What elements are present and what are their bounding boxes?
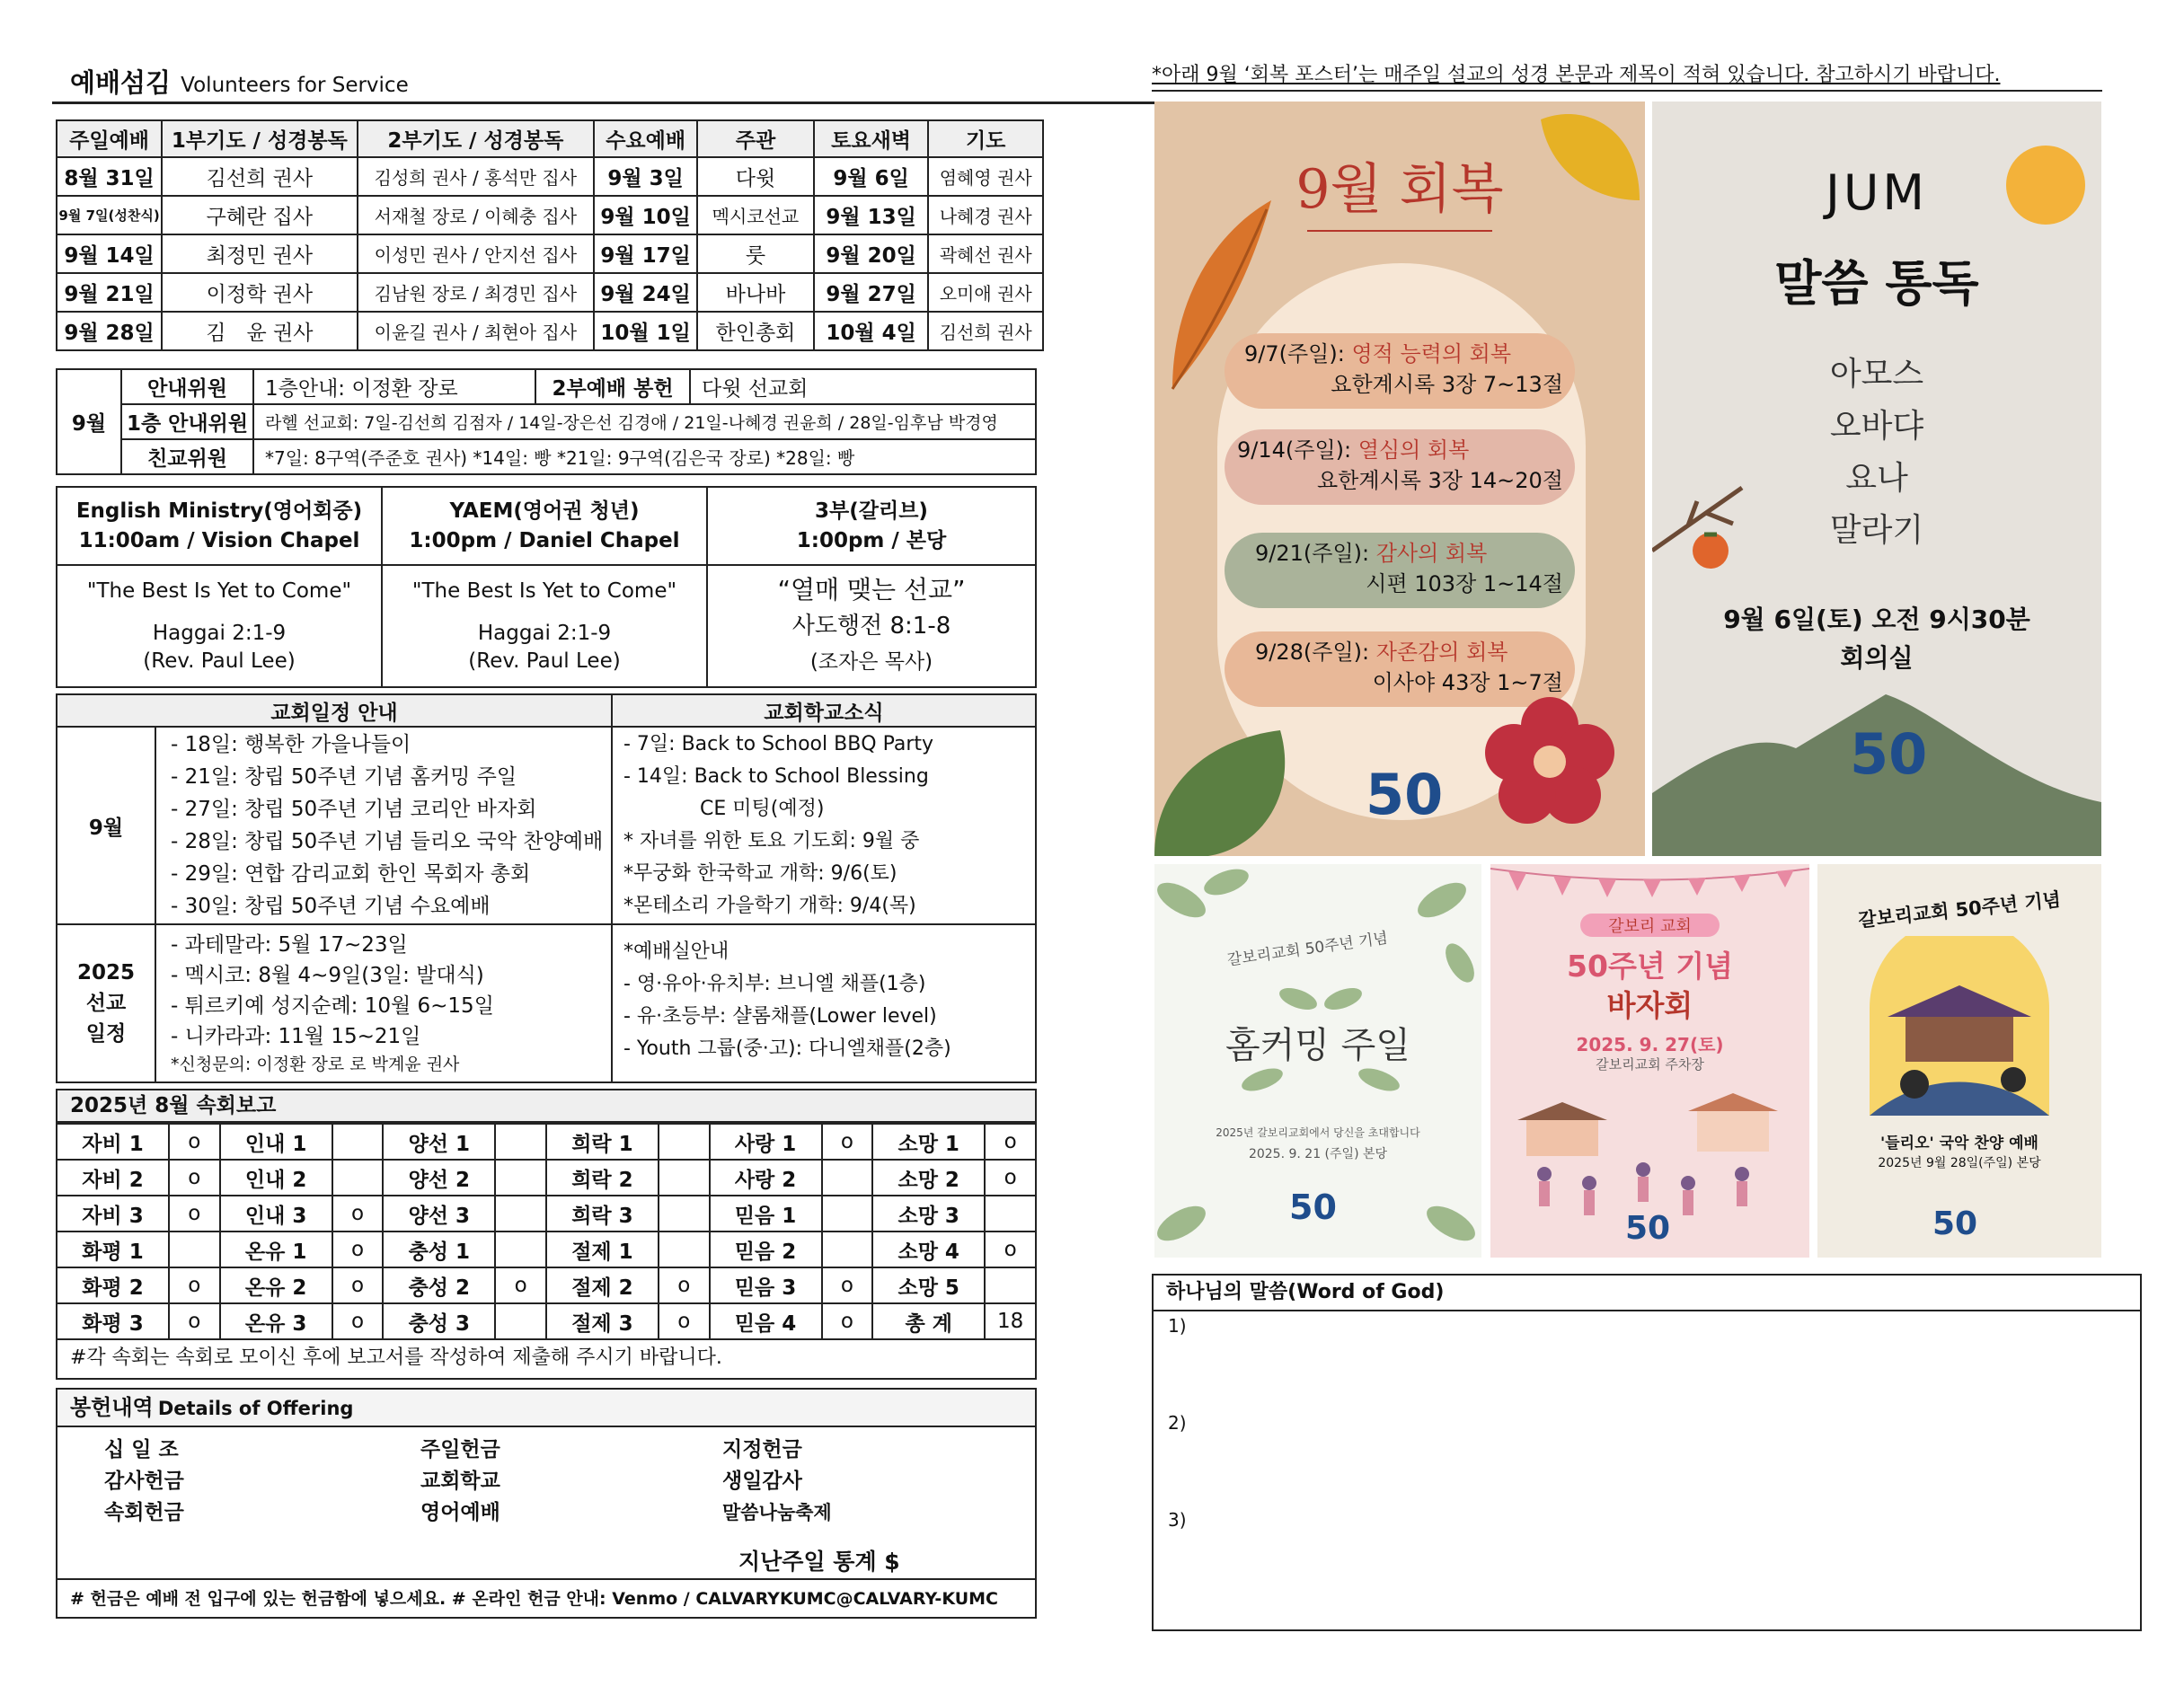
ushers-label: 1층 안내위원: [121, 404, 253, 439]
table-row: [57, 924, 1036, 1082]
table-cell: 9월 14일: [57, 234, 162, 273]
school-news: [612, 727, 1036, 924]
cell-group-mark: [495, 1232, 546, 1267]
book-item: 아모스: [1829, 356, 1924, 393]
ministry-body: [382, 565, 707, 687]
volunteers-title: 예배섬김: [70, 67, 172, 98]
word-of-god-title: 하나님의 말씀(Word of God): [1154, 1276, 2140, 1311]
table-cell: 9월 27일: [814, 273, 929, 312]
table-cell: 9월 20일: [814, 234, 929, 273]
cell-group-name: 자비 2: [57, 1160, 169, 1196]
cell-group-mark: [659, 1124, 710, 1160]
cell-group-mark: [985, 1267, 1036, 1303]
table-cell: 9월 10일: [594, 196, 697, 234]
list-item: - 28일: 창립 50주년 기념 들리오 국악 찬양예배: [171, 830, 604, 853]
cell-group-mark: [495, 1124, 546, 1160]
cell-group-name: 온유 2: [220, 1267, 332, 1303]
ministry-header: [57, 487, 382, 565]
anniversary-logo: 50: [1366, 762, 1444, 827]
cell-group-mark: o: [169, 1196, 220, 1232]
offering-item: 지정헌금: [722, 1438, 802, 1461]
header-cell: 기도: [928, 120, 1043, 157]
ushers-label: 안내위원: [121, 369, 253, 404]
list-item: CE 미팅(예정): [700, 798, 825, 820]
poster-note: *아래 9월 ‘회복 포스터’는 매주일 설교의 성경 본문과 제목이 적혀 있습니다. 참고하시기 바랍니다.: [1152, 64, 2001, 86]
cell-group-name: 양선 1: [383, 1124, 495, 1160]
ministry-preacher: (Rev. Paul Lee): [468, 649, 621, 673]
schedule-header: 교회일정 안내: [57, 694, 612, 727]
offering-col-3: [722, 1435, 832, 1529]
table-cell: 9월 3일: [594, 157, 697, 196]
cell-group-name: 사랑 2: [710, 1160, 822, 1196]
cell-group-mark: o: [985, 1232, 1036, 1267]
volunteers-table: [56, 119, 1044, 351]
flower-icon: [1482, 694, 1617, 829]
table-row: [57, 369, 1036, 404]
mission-label-line: 2025: [76, 961, 135, 984]
list-item: - 영·유아·유치부: 브니엘 채플(1층): [623, 973, 926, 995]
book-item: 오바댜: [1829, 408, 1924, 445]
cell-report-note: #각 속회는 속회로 모이신 후에 보고서를 작성하여 제출해 주시기 바랍니다.: [70, 1346, 722, 1369]
offering-box: [56, 1388, 1037, 1619]
table-row: [57, 1124, 1036, 1160]
cell-group-name: 충성 3: [383, 1303, 495, 1339]
cell-group-name: 화평 2: [57, 1267, 169, 1303]
table-row: [57, 1232, 1036, 1267]
ushers-value: *7일: 8구역(주준호 권사) *14일: 빵 *21일: 9구역(김은국 장로) *28일: 빵: [253, 439, 1036, 474]
word-item: 2): [1168, 1412, 1187, 1434]
cell-group-name: 희락 2: [546, 1160, 659, 1196]
anniversary-logo: 50: [1850, 721, 1928, 787]
table-cell: 9월 24일: [594, 273, 697, 312]
table-cell: 다윗: [697, 157, 814, 196]
sermon-ref: 요한계시록 3장 7~13절: [1331, 372, 1563, 397]
offering-item: 교회학교: [420, 1470, 500, 1493]
table-row: [57, 1196, 1036, 1232]
cell-group-mark: o: [822, 1303, 873, 1339]
table-cell: 최정민 권사: [162, 234, 358, 273]
school-header: 교회학교소식: [612, 694, 1036, 727]
poster-bible-reading: [1652, 102, 2101, 856]
sermon-date: 9/14(주일):: [1237, 437, 1352, 463]
sermon-ref: 요한계시록 3장 14~20절: [1316, 468, 1563, 493]
ministry-sermon: "The Best Is Yet to Come": [86, 578, 352, 603]
offering-item: 말씀나눔축제: [722, 1502, 832, 1523]
table-header-row: [57, 694, 1036, 727]
list-item: - 과테말라: 5월 17~23일: [171, 933, 408, 957]
offering-item: 영어예배: [420, 1501, 500, 1524]
cell-group-mark: o: [169, 1124, 220, 1160]
offering-col-2: [420, 1435, 500, 1529]
sermon-theme: 영적 능력의 회복: [1351, 341, 1511, 366]
table-cell: 김성희 권사 / 홍석만 집사: [358, 157, 595, 196]
ministry-sermon: "The Best Is Yet to Come": [411, 578, 677, 603]
cell-group-mark: [822, 1232, 873, 1267]
cell-group-mark: o: [659, 1267, 710, 1303]
cell-group-mark: [659, 1196, 710, 1232]
ushers-label: 2부예배 봉헌: [535, 369, 690, 404]
cell-group-mark: o: [659, 1303, 710, 1339]
cell-group-name: 희락 1: [546, 1124, 659, 1160]
ministries-table: [56, 486, 1037, 688]
cell-group-name: 화평 1: [57, 1232, 169, 1267]
ushers-label: 친교위원: [121, 439, 253, 474]
mission-schedule: [155, 924, 612, 1082]
bunting-icon: [1490, 864, 1809, 909]
offering-title-en: Details of Offering: [157, 1398, 354, 1419]
cell-group-name: 믿음 2: [710, 1232, 822, 1267]
offering-item: 속회헌금: [104, 1501, 184, 1524]
cell-group-name: 충성 2: [383, 1267, 495, 1303]
table-header-row: [57, 120, 1043, 157]
heading-rule: [52, 102, 1157, 104]
cell-group-name: 인내 2: [220, 1160, 332, 1196]
ministry-preacher: (조자은 목사): [809, 650, 933, 674]
cell-group-name: 소망 2: [872, 1160, 985, 1196]
mission-label-line: 일정: [85, 1022, 127, 1046]
table-row: [57, 487, 1036, 565]
cell-group-mark: o: [169, 1303, 220, 1339]
offering-col-1: [104, 1435, 184, 1529]
table-cell: 바나바: [697, 273, 814, 312]
poster-title: JUM: [1825, 164, 1929, 221]
poster-title: 바자회: [1606, 988, 1693, 1023]
table-cell: 이윤길 권사 / 최현아 집사: [358, 312, 595, 350]
cell-group-mark: o: [332, 1303, 384, 1339]
offering-note: # 헌금은 예배 전 입구에 있는 헌금함에 넣으세요. # 온라인 헌금 안내: Venmo / CALVARYKUMC@CALVARY-KUMC: [57, 1578, 1035, 1617]
cell-group-name: 믿음 1: [710, 1196, 822, 1232]
cell-group-mark: o: [985, 1124, 1036, 1160]
cell-group-name: 소망 1: [872, 1124, 985, 1160]
table-cell: 10월 1일: [594, 312, 697, 350]
cell-group-mark: [822, 1196, 873, 1232]
cell-group-mark: [332, 1124, 384, 1160]
table-cell: 서재철 장로 / 이혜충 집사: [358, 196, 595, 234]
list-item: * 자녀를 위한 토요 기도회: 9월 중: [623, 830, 920, 852]
persimmon-branch-icon: [1652, 452, 1778, 578]
cell-group-mark: o: [985, 1160, 1036, 1196]
cell-group-name: 절제 3: [546, 1303, 659, 1339]
cell-group-mark: [495, 1303, 546, 1339]
cell-group-mark: [659, 1232, 710, 1267]
ministry-time: 1:00pm / 본당: [796, 528, 947, 552]
poster-title: 홈커밍 주일: [1225, 1025, 1410, 1066]
word-item: 1): [1168, 1315, 1187, 1337]
book-item: 요나: [1845, 460, 1908, 497]
title-rule: [1307, 230, 1492, 232]
room-guide: [612, 924, 1036, 1082]
cell-group-mark: o: [822, 1124, 873, 1160]
ministry-body: [707, 565, 1036, 687]
cell-group-name: 소망 3: [872, 1196, 985, 1232]
table-row: [57, 1160, 1036, 1196]
sept-schedule: [155, 727, 612, 924]
cell-group-name: 인내 1: [220, 1124, 332, 1160]
event-date: 2025. 9. 27(토): [1576, 1034, 1724, 1055]
cell-group-name: 인내 3: [220, 1196, 332, 1232]
table-row: [57, 727, 1036, 924]
cell-group-name: 화평 3: [57, 1303, 169, 1339]
cell-group-mark: o: [332, 1232, 384, 1267]
cell-group-mark: [495, 1196, 546, 1232]
ministry-time: 11:00am / Vision Chapel: [78, 528, 360, 552]
cell-group-name: 믿음 3: [710, 1267, 822, 1303]
table-row: [57, 273, 1043, 312]
sermon-item: [1255, 538, 1563, 599]
table-cell: 9월 28일: [57, 312, 162, 350]
poster-title: 50주년 기념: [1567, 949, 1733, 984]
offering-header: [57, 1390, 1035, 1427]
table-row: [57, 1267, 1036, 1303]
table-row: [57, 1303, 1036, 1339]
list-item: *무궁화 한국학교 개학: 9/6(토): [623, 862, 897, 885]
market-icon: [1508, 1084, 1796, 1219]
ministry-sermon: “열매 맺는 선교”: [777, 575, 966, 605]
ministry-body: [57, 565, 382, 687]
cell-group-mark: o: [332, 1196, 384, 1232]
header-cell: 1부기도 / 성경봉독: [162, 120, 358, 157]
header-cell: 주관: [697, 120, 814, 157]
poster-subtitle: 말씀 통독: [1774, 255, 1979, 312]
pavilion-icon: [1852, 936, 2067, 1116]
ministry-preacher: (Rev. Paul Lee): [143, 649, 296, 673]
list-item: - 튀르키예 성지순례: 10월 6~15일: [171, 994, 494, 1018]
sermon-date: 9/7(주일):: [1244, 341, 1345, 366]
caption-1: 2025년 갈보리교회에서 당신을 초대합니다: [1216, 1126, 1420, 1139]
table-row: [57, 234, 1043, 273]
cell-group-name: 절제 2: [546, 1267, 659, 1303]
poster-note-rule: [1152, 90, 2102, 92]
schedule-table: [56, 693, 1037, 1083]
sermon-date: 9/21(주일):: [1255, 541, 1370, 566]
poster-homecoming: [1154, 864, 1481, 1258]
cell-group-name: 양선 3: [383, 1196, 495, 1232]
event-when: 9월 6일(토) 오전 9시30분: [1723, 605, 2030, 634]
header-cell: 수요예배: [594, 120, 697, 157]
offering-item: 주일헌금: [420, 1438, 500, 1461]
sermon-ref: 시편 103장 1~14절: [1366, 571, 1563, 596]
list-item: *예배실안내: [623, 940, 729, 963]
list-item: - 30일: 창립 50주년 기념 수요예배: [171, 895, 491, 918]
table-row: [57, 157, 1043, 196]
list-item: - 14일: Back to School Blessing: [623, 765, 929, 788]
sermon-item: [1255, 637, 1563, 698]
sermon-theme: 열심의 회복: [1357, 437, 1470, 463]
poster-title: 갈보리교회 50주년 기념: [1857, 888, 2062, 931]
cell-group-name: 소망 4: [872, 1232, 985, 1267]
ushers-value: 다윗 선교회: [690, 369, 1036, 404]
caption-2: 2025. 9. 21 (주일) 본당: [1248, 1147, 1388, 1161]
ministry-name: YAEM(영어권 청년): [449, 499, 640, 523]
event-where: 회의실: [1840, 643, 1914, 673]
plant-icon: [1154, 712, 1334, 856]
word-item: 3): [1168, 1509, 1187, 1531]
cell-group-mark: [822, 1160, 873, 1196]
offering-stats: 지난주일 통계 $: [738, 1549, 900, 1575]
caption-1: '들리오' 국악 찬양 예배: [1880, 1134, 2038, 1152]
cell-group-name: 온유 3: [220, 1303, 332, 1339]
ministry-name: English Ministry(영어회중): [75, 499, 363, 523]
list-item: - 멕시코: 8월 4~9일(3일: 발대식): [171, 964, 484, 987]
table-cell: 10월 4일: [814, 312, 929, 350]
offering-item: 십 일 조: [104, 1438, 179, 1461]
offering-item: 감사헌금: [104, 1470, 184, 1493]
table-cell: 9월 7일(성찬식): [57, 196, 162, 234]
cell-report: [56, 1089, 1037, 1380]
table-cell: 이성민 권사 / 안지선 집사: [358, 234, 595, 273]
cell-group-mark: [169, 1232, 220, 1267]
cell-group-mark: [985, 1196, 1036, 1232]
table-cell: 염혜영 권사: [928, 157, 1043, 196]
volunteers-heading: [70, 63, 409, 100]
mission-label-line: 선교: [85, 992, 127, 1015]
ministry-name: 3부(갈리브): [815, 499, 928, 523]
table-row: [57, 196, 1043, 234]
ministry-scripture: 사도행전 8:1-8: [791, 613, 951, 640]
cell-group-mark: [332, 1160, 384, 1196]
word-of-god-box: [1152, 1274, 2142, 1631]
table-cell: 이정학 권사: [162, 273, 358, 312]
cell-group-name: 온유 1: [220, 1232, 332, 1267]
sermon-ref: 이사야 43장 1~7절: [1372, 670, 1563, 695]
cell-group-name: 절제 1: [546, 1232, 659, 1267]
caption-2: 2025년 9월 28일(주일) 본당: [1878, 1156, 2041, 1170]
ushers-value: 1층안내: 이정환 장로: [253, 369, 535, 404]
table-row: [57, 439, 1036, 474]
cell-group-name: 자비 3: [57, 1196, 169, 1232]
offering-title: 봉헌내역: [70, 1395, 154, 1420]
offering-item: 생일감사: [722, 1470, 802, 1493]
cell-group-mark: o: [822, 1267, 873, 1303]
ushers-table: [56, 368, 1037, 475]
table-cell: 김선희 권사: [928, 312, 1043, 350]
table-cell: 룻: [697, 234, 814, 273]
cell-group-name: 사랑 1: [710, 1124, 822, 1160]
poster-gukak-worship: [1817, 864, 2101, 1258]
anniversary-logo: 50: [1289, 1187, 1337, 1227]
list-item: - Youth 그룹(중·고): 다니엘채플(2층): [623, 1037, 951, 1060]
ministry-scripture: Haggai 2:1-9: [152, 621, 287, 645]
mission-label: [57, 924, 155, 1082]
ushers-month: 9월: [57, 369, 121, 474]
table-cell: 오미애 권사: [928, 273, 1043, 312]
cell-group-name: 믿음 4: [710, 1303, 822, 1339]
sermon-item: [1244, 339, 1563, 400]
header-cell: 토요새벽: [814, 120, 929, 157]
anniversary-logo: 50: [1932, 1205, 1978, 1242]
sermon-item: [1237, 435, 1563, 496]
list-item: *신청문의: 이정환 장로 로 박계윤 권사: [171, 1055, 460, 1074]
table-cell: 김선희 권사: [162, 157, 358, 196]
table-cell: 한인총회: [697, 312, 814, 350]
ministry-header: [382, 487, 707, 565]
table-cell: 8월 31일: [57, 157, 162, 196]
table-cell: 멕시코선교: [697, 196, 814, 234]
cell-group-name: 자비 1: [57, 1124, 169, 1160]
list-item: - 21일: 창립 50주년 기념 홈커밍 주일: [171, 765, 517, 789]
ministry-scripture: Haggai 2:1-9: [477, 621, 612, 645]
list-item: *몬테소리 가을학기 개학: 9/4(목): [623, 895, 916, 917]
event-place: 갈보리교회 주차장: [1596, 1056, 1704, 1073]
table-cell: 곽혜선 권사: [928, 234, 1043, 273]
sermon-date: 9/28(주일):: [1255, 640, 1370, 665]
cell-group-mark: o: [169, 1267, 220, 1303]
table-row: [57, 404, 1036, 439]
sept-label: 9월: [57, 727, 155, 924]
cell-group-mark: [659, 1160, 710, 1196]
table-row: [57, 565, 1036, 687]
header-cell: 2부기도 / 성경봉독: [358, 120, 595, 157]
cell-group-mark: [495, 1160, 546, 1196]
poster-title: 9월 회복: [1295, 158, 1504, 221]
list-item: - 18일: 행복한 가을나들이: [171, 733, 411, 756]
cell-group-name: 총 계: [872, 1303, 985, 1339]
table-row: [57, 312, 1043, 350]
list-item: - 27일: 창립 50주년 기념 코리안 바자회: [171, 798, 537, 821]
church-label: 갈보리 교회: [1580, 914, 1720, 937]
cell-group-mark: o: [169, 1160, 220, 1196]
cell-group-mark: o: [495, 1267, 546, 1303]
cell-report-title: 2025년 8월 속회보고: [57, 1090, 1035, 1123]
poster-recovery: [1154, 102, 1645, 856]
table-cell: 나혜경 권사: [928, 196, 1043, 234]
table-cell: 김남원 장로 / 최경민 집사: [358, 273, 595, 312]
list-item: - 니카라과: 11월 15~21일: [171, 1025, 421, 1048]
table-cell: 9월 6일: [814, 157, 929, 196]
list-item: - 7일: Back to School BBQ Party: [623, 733, 934, 755]
anniversary-logo: 50: [1625, 1210, 1671, 1247]
list-item: - 유·초등부: 샬롬채플(Lower level): [623, 1005, 937, 1028]
cell-group-name: 소망 5: [872, 1267, 985, 1303]
cell-group-mark: o: [332, 1267, 384, 1303]
cell-group-name: 양선 2: [383, 1160, 495, 1196]
cell-report-table: [56, 1123, 1037, 1340]
sermon-theme: 감사의 회복: [1375, 541, 1488, 566]
ministry-header: [707, 487, 1036, 565]
ushers-value: 라헬 선교회: 7일-김선희 김점자 / 14일-장은선 김경애 / 21일-나혜경 권윤희 / 28일-임후남 박경영: [253, 404, 1036, 439]
table-cell: 9월 21일: [57, 273, 162, 312]
caption-top: 갈보리교회 50주년 기념: [1225, 929, 1390, 970]
book-item: 말라기: [1829, 512, 1924, 549]
poster-bazaar: [1490, 864, 1809, 1258]
table-cell: 9월 17일: [594, 234, 697, 273]
cell-group-name: 희락 3: [546, 1196, 659, 1232]
volunteers-title-en: Volunteers for Service: [181, 74, 409, 97]
list-item: - 29일: 연합 감리교회 한인 목회자 총회: [171, 862, 531, 886]
cell-group-mark: 18: [985, 1303, 1036, 1339]
ministry-time: 1:00pm / Daniel Chapel: [409, 528, 680, 552]
sermon-theme: 자존감의 회복: [1375, 640, 1508, 665]
table-cell: 구혜란 집사: [162, 196, 358, 234]
table-cell: 9월 13일: [814, 196, 929, 234]
header-cell: 주일예배: [57, 120, 162, 157]
table-cell: 김 윤 권사: [162, 312, 358, 350]
cell-group-name: 충성 1: [383, 1232, 495, 1267]
